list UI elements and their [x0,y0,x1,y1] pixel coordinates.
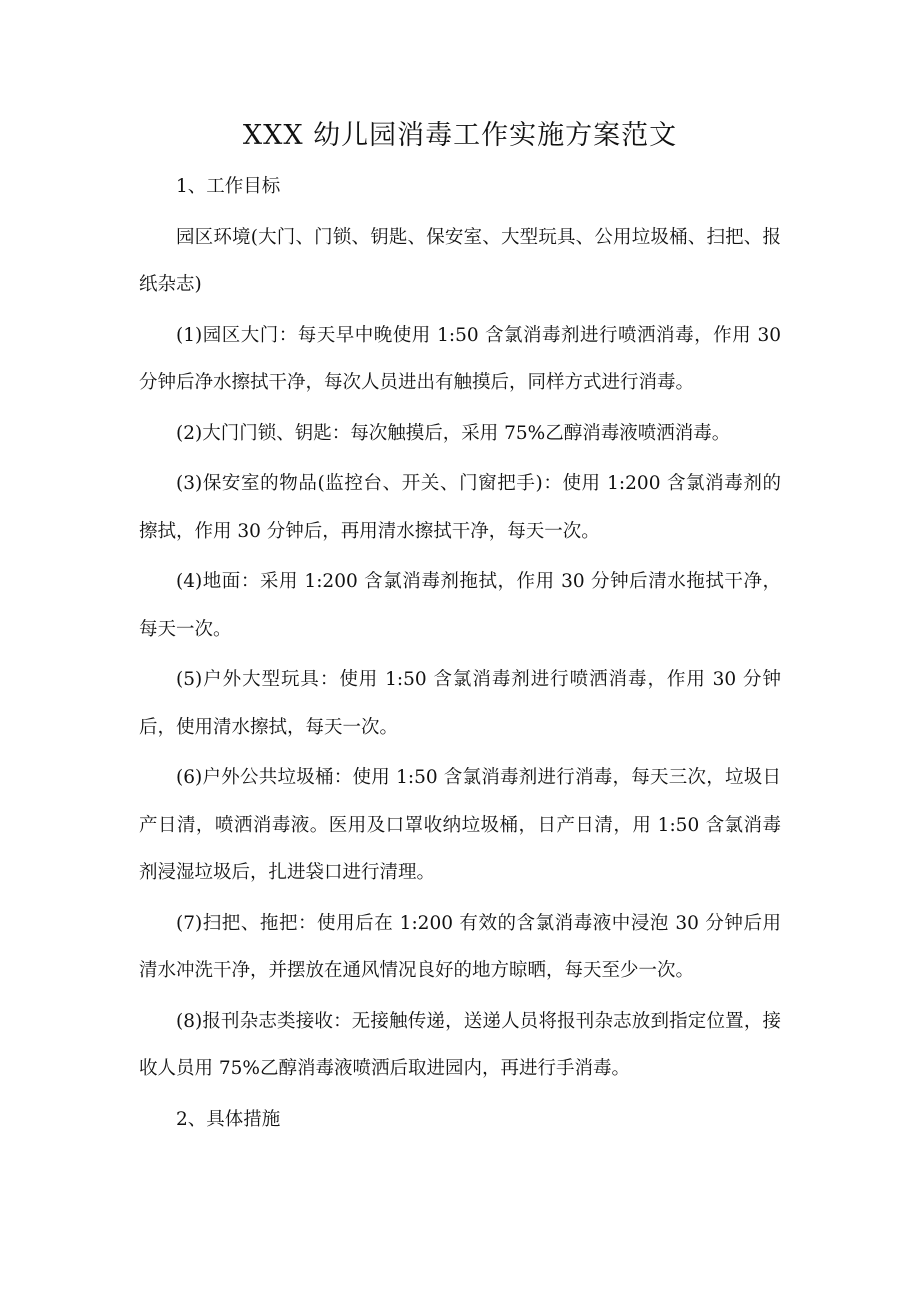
paragraph-item-7: (7)扫把、拖把：使用后在 1:200 有效的含氯消毒液中浸泡 30 分钟后用清水冲洗干净，并摆放在通风情况良好的地方晾晒，每天至少一次。 [139,912,781,981]
paragraph-item-6: (6)户外公共垃圾桶：使用 1:50 含氯消毒剂进行消毒，每天三次，垃圾日产日清，喷洒消毒液。医用及口罩收纳垃圾桶，日产日清，用 1:50 含氯消毒剂浸湿垃圾后，扎进袋口进行清理。 [139,767,781,883]
paragraph-scope: 园区环境(大门、门锁、钥匙、保安室、大型玩具、公用垃圾桶、扫把、报纸杂志) [139,226,781,295]
paragraph-item-1: (1)园区大门：每天早中晚使用 1:50 含氯消毒剂进行喷洒消毒，作用 30 分钟后净水擦拭干净，每次人员进出有触摸后，同样方式进行消毒。 [139,324,781,393]
paragraph-item-2: (2)大门门锁、钥匙：每次触摸后，采用 75%乙醇消毒液喷洒消毒。 [176,422,731,444]
document-body [139,163,781,1146]
paragraph-item-8: (8)报刊杂志类接收：无接触传递，送递人员将报刊杂志放到指定位置，接收人员用 75%乙醇消毒液喷洒后取进园内，再进行手消毒。 [139,1010,781,1079]
paragraph-item-5: (5)户外大型玩具：使用 1:50 含氯消毒剂进行喷洒消毒，作用 30 分钟后，使用清水擦拭，每天一次。 [139,669,781,738]
paragraph-item-4: (4)地面：采用 1:200 含氯消毒剂拖拭，作用 30 分钟后清水拖拭干净，每天一次。 [139,571,781,640]
section-heading-1: 1、工作目标 [176,176,281,197]
section-heading-2: 2、具体措施 [176,1108,281,1130]
paragraph-item-3: (3)保安室的物品(监控台、开关、门窗把手)：使用 1:200 含氯消毒剂的擦拭，作用 30 分钟后，再用清水擦拭干净，每天一次。 [139,473,781,542]
document-title: XXX 幼儿园消毒工作实施方案范文 [242,120,678,151]
